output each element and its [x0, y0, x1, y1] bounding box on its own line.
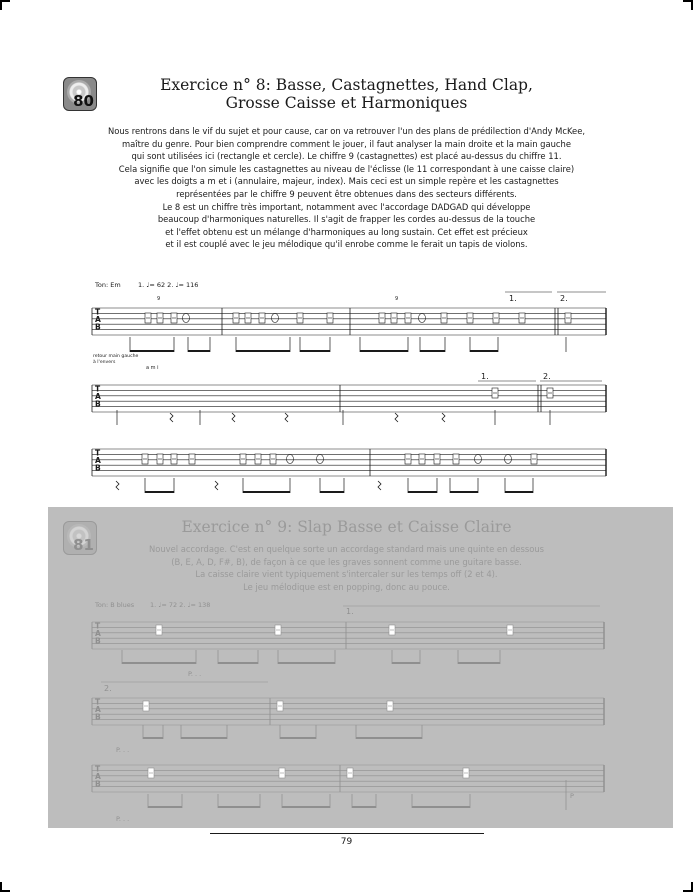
- text-line: Nous rentrons dans le vif du sujet et pour cause, car on va retrouver l'un des plans de prédilection d'Andy McKee,: [107, 126, 586, 136]
- tab-clef: A: [95, 392, 101, 402]
- tab-clef: A: [95, 772, 101, 782]
- text-line: avec les doigts a m et i (annulaire, majeur, index). Mais ceci est un simple repère et les castagnettes: [134, 176, 559, 187]
- tab-clef: B: [95, 322, 101, 332]
- dynamic-marking: P: [570, 792, 574, 800]
- ending-1: 1.: [481, 372, 489, 381]
- title-line: Exercice n° 8: Basse, Castagnettes, Hand Clap,: [160, 76, 533, 94]
- text-line: beaucoup d'harmoniques naturelles. Il s'agit de frapper les cordes au-dessus de la touche: [157, 214, 536, 225]
- text-line: (B, E, A, D, F#, B), de façon à ce que les graves sonnent comme une guitare basse.: [171, 556, 522, 567]
- finger-marks: a m i: [146, 365, 159, 371]
- tuning-label: Ton: Em: [95, 281, 121, 289]
- text-line: représentées par le chiffre 9 peuvent être obtenues dans des secteurs différents.: [176, 188, 517, 199]
- note-beam: [392, 662, 420, 664]
- ending-2: 2.: [560, 294, 568, 303]
- cd-track-number: 80: [73, 92, 94, 110]
- tab-clef: B: [95, 636, 101, 646]
- tab-clef: T: [95, 307, 101, 317]
- note-beam: [218, 806, 260, 808]
- tab-clef: B: [95, 779, 101, 789]
- text-line: Le jeu mélodique est en popping, donc au pouce.: [243, 581, 450, 592]
- ending-1: 1.: [509, 294, 517, 303]
- note-beam: [352, 806, 376, 808]
- note-beam: [282, 806, 330, 808]
- tab-clef: T: [95, 448, 101, 458]
- cd-track-number: 81: [73, 536, 94, 554]
- text-line: maître du genre. Pour bien comprendre comment le jouer, il faut analyser la main droite et la main gauche: [121, 138, 571, 149]
- left-hand-note: à l'envers: [93, 360, 116, 365]
- dynamic-marking: P. . .: [116, 746, 130, 754]
- note-beam: [412, 806, 470, 808]
- note-beam: [280, 737, 316, 739]
- title-line: Grosse Caisse et Harmoniques: [225, 94, 468, 112]
- dynamic-marking: P. . .: [116, 815, 130, 823]
- note-beam: [181, 737, 227, 739]
- tab-clef: T: [95, 621, 101, 631]
- castagnette-mark: 9: [395, 296, 399, 302]
- tuning-label: Ton: B blues: [95, 601, 135, 609]
- page-number: 79: [340, 837, 353, 847]
- tempo-marking: 1. ♩= 62 2. ♩= 116: [138, 281, 199, 289]
- tab-clef: B: [95, 712, 101, 722]
- tab-clef: T: [95, 384, 101, 394]
- text-line: et l'effet obtenu est un mélange d'harmoniques au long sustain. Cet effet est précieux: [165, 226, 528, 237]
- tab-clef: A: [95, 705, 101, 715]
- note-beam: [148, 806, 182, 808]
- note-beam: [278, 662, 335, 664]
- ending-1: 1.: [346, 607, 354, 616]
- text-line: Cela signifie que l'on simule les castagnettes au niveau de l'éclisse (le 11 correspondant à une caisse claire): [118, 163, 575, 174]
- note-beam: [356, 737, 422, 739]
- tab-clef: A: [95, 629, 101, 639]
- dynamic-marking: P. . .: [188, 670, 202, 678]
- note-beam: [143, 737, 163, 739]
- footer-rule: [210, 833, 484, 834]
- tab-clef: T: [95, 697, 101, 707]
- tab-clef: B: [95, 399, 101, 409]
- text-line: et il est couplé avec le jeu mélodique qu'il enrobe comme le ferait un tapis de violons.: [165, 239, 528, 250]
- note-beam: [458, 662, 500, 664]
- ending-2: 2.: [104, 684, 112, 693]
- tab-clef: A: [95, 456, 101, 466]
- tempo-marking: 1. ♩= 72 2. ♩= 138: [150, 601, 211, 609]
- tab-clef: A: [95, 315, 101, 325]
- ending-2: 2.: [543, 372, 551, 381]
- tab-clef: T: [95, 764, 101, 774]
- text-line: Le 8 est un chiffre très important, notamment avec l'accordage DADGAD qui développe: [162, 201, 531, 212]
- exercise-9-title: Exercice n° 9: Slap Basse et Caisse Claire: [181, 518, 512, 536]
- text-line: Nouvel accordage. C'est en quelque sorte un accordage standard mais une quinte en dessous: [148, 544, 545, 554]
- text-line: qui sont utilisées ici (rectangle et cercle). Le chiffre 9 (castagnettes) est placé au-dessus du chiffre 11.: [131, 151, 562, 162]
- text-line: La caisse claire vient typiquement s'intercaler sur les temps off (2 et 4).: [195, 569, 498, 580]
- left-hand-note: retour main gauche: [93, 354, 139, 359]
- note-beam: [122, 662, 196, 664]
- castagnette-mark: 9: [157, 296, 161, 302]
- tab-clef: B: [95, 463, 101, 473]
- note-beam: [218, 662, 258, 664]
